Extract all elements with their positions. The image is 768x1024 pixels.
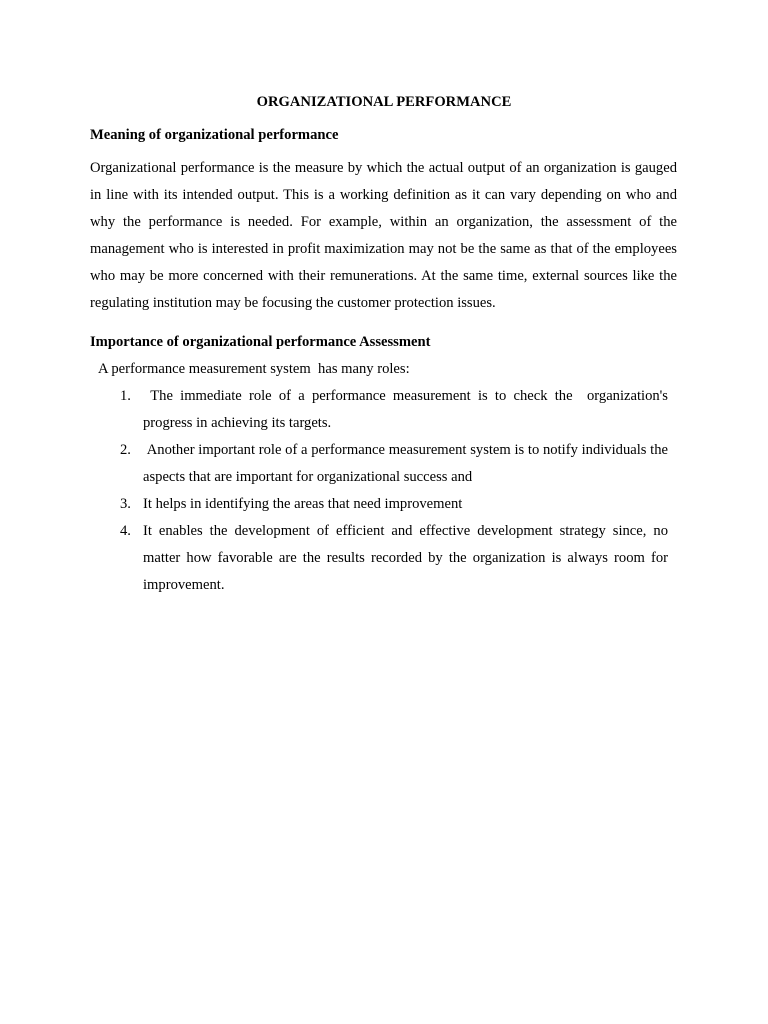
list-item-text: It helps in identifying the areas that need improvement (143, 496, 463, 512)
list-item-text: The immediate role of a performance measurement is to check the organization's progress in achieving its targets. (143, 388, 672, 431)
list-item-number: 1. (120, 388, 131, 404)
roles-list (90, 383, 672, 599)
list-item (90, 383, 672, 437)
list-item-number: 2. (120, 442, 131, 458)
section-heading-meaning: Meaning of organizational performance (90, 127, 339, 143)
list-item (90, 518, 672, 599)
list-item-text: It enables the development of efficient and effective development strategy since, no matter how favorable are the results recorded by the organization is always room for improvement. (143, 523, 672, 593)
section-heading-importance: Importance of organizational performance Assessment (90, 334, 431, 350)
list-item-text: Another important role of a performance measurement system is to notify individuals the aspects that are important for organizational success and (143, 442, 672, 485)
list-item (90, 437, 672, 491)
list-item-number: 3. (120, 496, 131, 512)
list-intro: A performance measurement system has many roles: (98, 361, 410, 377)
list-item (90, 491, 668, 518)
list-item-number: 4. (120, 523, 131, 539)
section-paragraph-meaning: Organizational performance is the measure by which the actual output of an organization is gauged in line with its intended output. This is a working definition as it can vary depending on who and why the performance is needed. For example, within an organization, the assessment of the management who is interested in profit maximization may not be the same as that of the employees who may be more concerned with their remunerations. At the same time, external sources like the regulating institution may be focusing the customer protection issues. (90, 160, 677, 311)
document-title: ORGANIZATIONAL PERFORMANCE (256, 94, 512, 110)
